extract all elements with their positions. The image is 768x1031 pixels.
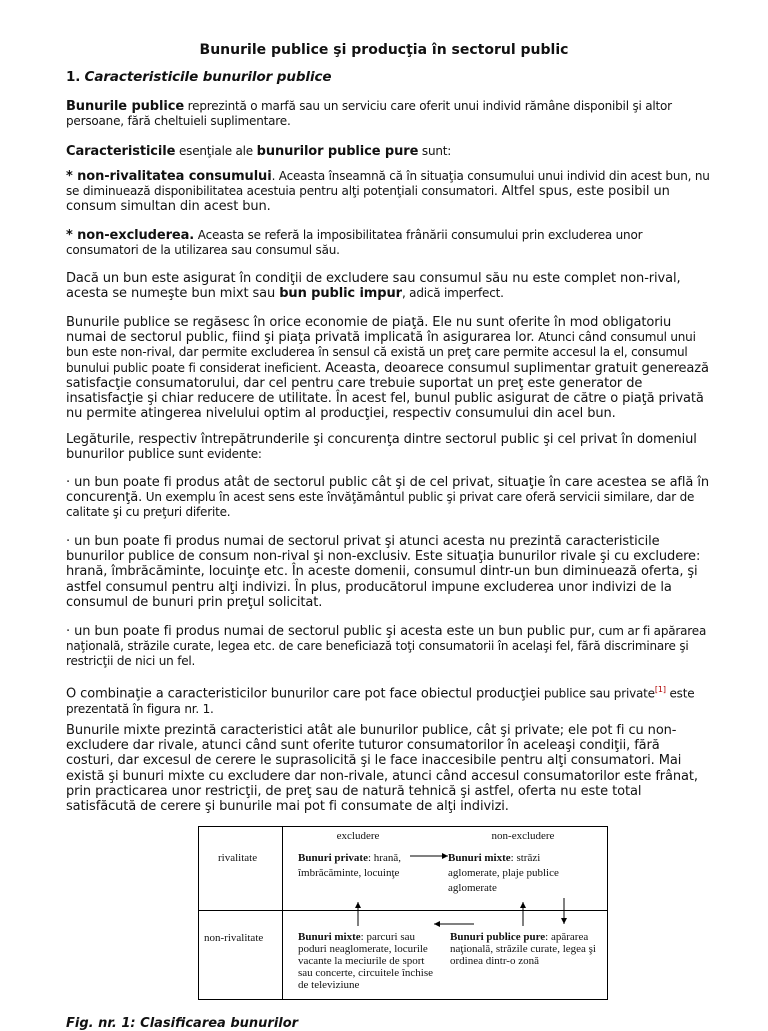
- row-label-non-rivalitate: non-rivalitate: [204, 932, 264, 944]
- links-paragraph: Legăturile, respectiv întrepătrunderile şi concurenţa dintre sectorul public şi cel privat în domeniul bunurilor publice sunt evidente:: [66, 432, 697, 463]
- cell-mixed-goods-rival: Bunuri mixte: străzi aglomerate, plaje publice aglomerate: [448, 852, 559, 894]
- arrows-diagram: [198, 826, 608, 1000]
- bullet-public-private: · un bun poate fi produs atât de sectorul public cât şi de cel privat, situaţie în care acestea se află în concurenţă. Un exemplu în acest sens este învăţământul public şi privat care oferă servicii similare, dar de calitate şi cu preţuri diferite.: [66, 475, 709, 520]
- bullet-private-only: · un bun poate fi produs numai de sectorul privat şi atunci acesta nu prezintă caracteristicile bunurilor publice de consum non-rival şi non-exclusiv. Este situaţia bunurilor rivale şi cu excludere: hrană, îmbrăcăminte, locuinţe etc. În aceste domenii, consumul dintr-un bun diminuează oferta, şi astfel consumul pentru alţi indivizi. În plus, producătorul impune excluderea unor indivizi de la consumul de bunuri prin preţul solicitat.: [66, 534, 701, 610]
- cell-mixed-goods-non-rival: Bunuri mixte: parcuri sau poduri neaglomerate, locurile vacante la meciurile de sport sau concerte, circuitele închise de televiziune: [298, 931, 433, 991]
- document-title: Bunurile publice şi producţia în sectorul public: [199, 42, 569, 58]
- classification-figure: [198, 826, 608, 1000]
- combination-paragraph: O combinaţie a caracteristicilor bunurilor care pot face obiectul producţiei publice sau private[1] este prezentată în figura nr. 1.: [66, 685, 695, 716]
- bullet-public-only: · un bun poate fi produs numai de sectorul public şi acesta este un bun public pur, cum ar fi apărarea naţională, străzile curate, legea etc. de care beneficiază toţi consumatorii în acelaşi fel, fără discriminare şi restricţii de nici un fel.: [66, 624, 707, 669]
- cell-private-goods: Bunuri private: hrană, îmbrăcăminte, locuinţe: [298, 852, 401, 879]
- market-paragraph: Bunurile publice se regăsesc în orice economie de piaţă. Ele nu sunt oferite în mod obligatoriu numai de sectorul public, fiind şi piaţa privată implicată în asigurarea lor. Atunci când consumul unui bun este non-rival, dar permite excluderea în sensul că există un preţ care permite accesul la el, consumul bunului public poate fi considerat ineficient. Aceasta, deoarece consumul suplimentar gratuit generează satisfacţie consumatorului, dar cel pentru care trebuie suportat un preţ este generator de insatisfacţie şi chiar reducere de utilitate. În acest fel, bunul public asigurat de către o piaţă privată nu permite atingerea nivelului optim al producţiei, respectiv consumului din acel bun.: [66, 315, 709, 422]
- row-label-rivalitate: rivalitate: [218, 852, 258, 864]
- header-non-excludere: non-excludere: [491, 830, 555, 842]
- header-excludere: excludere: [336, 830, 380, 842]
- definition-paragraph: Bunurile publice reprezintă o marfă sau un serviciu care oferit unui individ rămâne disponibil şi altor persoane, fără cheltuieli suplimentare.: [66, 99, 672, 129]
- non-rivalry-paragraph: * non-rivalitatea consumului. Aceasta înseamnă că în situaţia consumului unui individ din acest bun, nu se diminuează disponibilitatea acestuia pentru alţi potenţiali consumatori. Altfel spus, este posibil un consum simultan din acest bun.: [66, 169, 710, 215]
- section-title: Caracteristicile bunurilor publice: [84, 69, 332, 85]
- characteristics-intro: Caracteristicile esenţiale ale bunurilor publice pure sunt:: [66, 144, 452, 159]
- non-exclusion-paragraph: * non-excluderea. Aceasta se referă la imposibilitatea frânării consumului prin excluderea unor consumatori de la utilizarea sau consumul său.: [66, 228, 643, 258]
- footnote-reference[interactable]: [1]: [654, 685, 666, 694]
- mixed-good-paragraph: Dacă un bun este asigurat în condiţii de excludere sau consumul său nu este complet non-rival, acesta se numeşte bun mixt sau bun public impur, adică imperfect.: [66, 271, 681, 302]
- figure-caption: Fig. nr. 1: Clasificarea bunurilor: [66, 1016, 299, 1031]
- cell-pure-public-goods: Bunuri publice pure: apărarea naţională, străzile curate, legea şi ordinea dintr-o zonă: [450, 931, 596, 967]
- section-number: 1.: [66, 69, 81, 85]
- mixed-goods-paragraph: Bunurile mixte prezintă caracteristici atât ale bunurilor publice, cât şi private; ele pot fi cu non-excludere dar rivale, atunci când sunt oferite tuturor consumatorilor în aceleaşi condiţii, fără costuri, dar excesul de cerere le suprasolicită şi le face inaccesibile pentru alţi consumatori. Mai există şi bunuri mixte cu excludere dar non-rivale, atunci când accesul consumatorilor este frânat, prin practicarea unor restricţii, de preţ sau de natură tehnică şi astfel, oferta nu este total satisfăcută de cerere şi bunurile mai pot fi consumate de alţi indivizi.: [66, 723, 698, 815]
- section-heading: [66, 70, 710, 85]
